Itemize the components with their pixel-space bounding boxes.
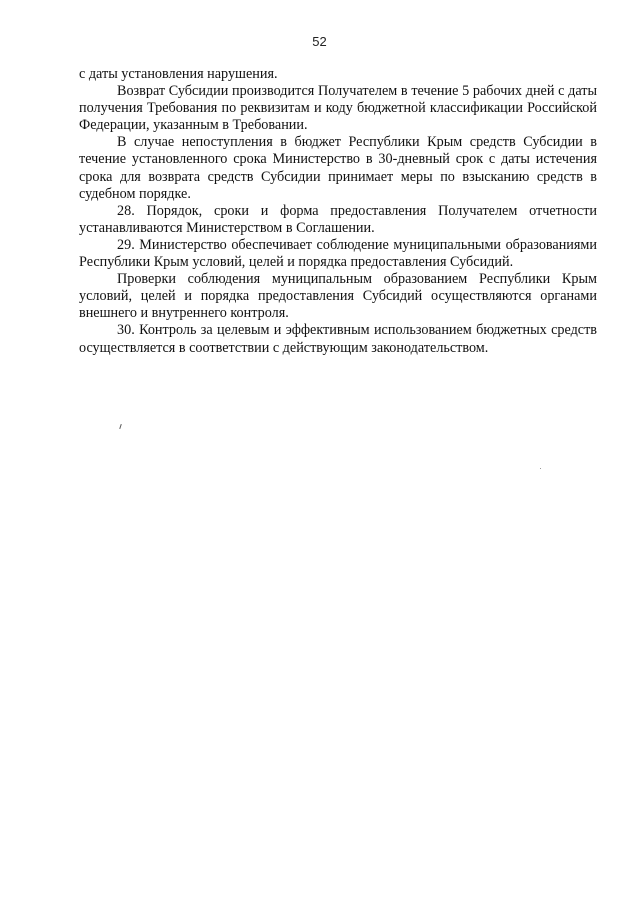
paragraph-subsidy-return: Возврат Субсидии производится Получателем в течение 5 рабочих дней с даты получения Требования по реквизитам и коду бюджетной классификации Российской Федерации, указанным в Требовании. xyxy=(79,83,597,134)
scan-dot xyxy=(540,468,541,469)
page-number: 52 xyxy=(312,34,327,49)
paragraph-item-28: 28. Порядок, сроки и форма предоставления Получателем отчетности устанавливаются Министерством в Соглашении. xyxy=(79,202,597,236)
paragraph-item-30: 30. Контроль за целевым и эффективным использованием бюджетных средств осуществляется в соответствии с действующим законодательством. xyxy=(79,322,597,356)
paragraph-continuation: с даты установления нарушения. xyxy=(79,66,278,82)
paragraph-non-receipt: В случае непоступления в бюджет Республики Крым средств Субсидии в течение установленного срока Министерство в 30-дневный срок с даты истечения срока для возврата средств Субсидии принимает меры по взысканию средств в судебном порядке. xyxy=(79,134,597,202)
paragraph-item-29: 29. Министерство обеспечивает соблюдение муниципальными образованиями Республики Крым условий, целей и порядка предоставления Субсидий. xyxy=(79,236,597,271)
scan-speck xyxy=(119,424,121,429)
document-body xyxy=(79,66,597,357)
paragraph-control-checks: Проверки соблюдения муниципальным образованием Республики Крым условий, целей и порядка предоставления Субсидий осуществляются органами внешнего и внутреннего контроля. xyxy=(79,271,597,322)
